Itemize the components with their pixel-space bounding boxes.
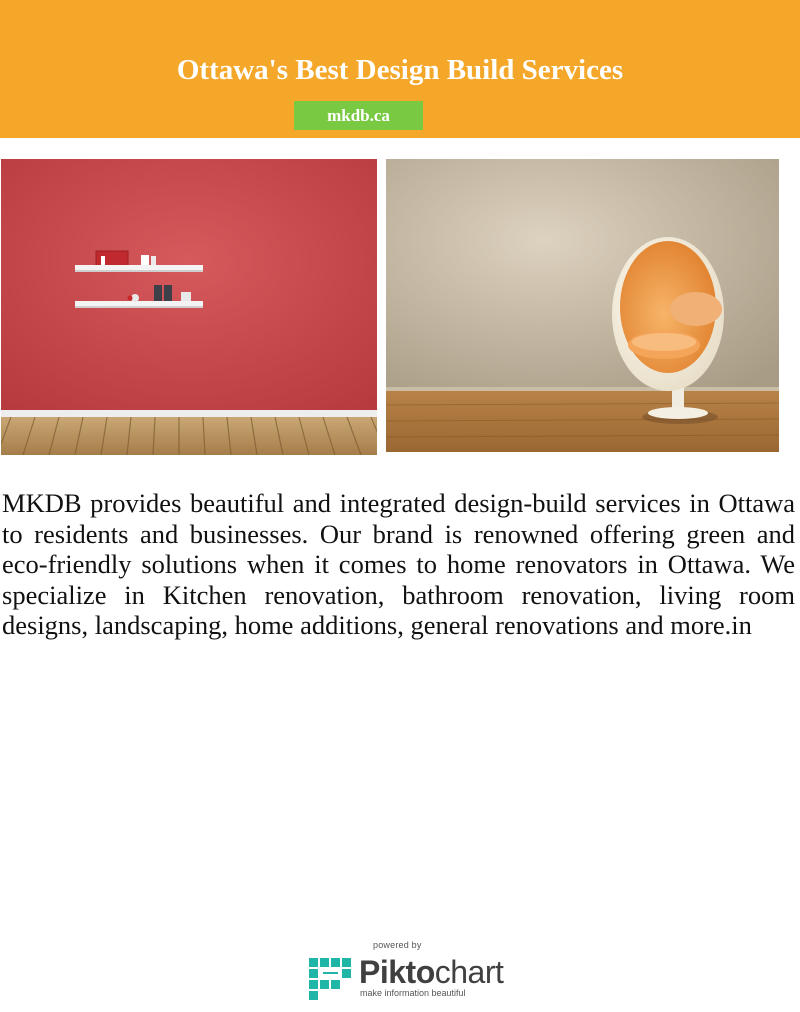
header-banner [0,0,800,138]
egg-chair-photo [386,159,779,452]
piktochart-logo-icon [309,958,353,1002]
red-wall-shelves-photo [1,159,377,455]
tagline: make information beautiful [360,988,466,998]
page-title: Ottawa's Best Design Build Services [176,54,624,86]
wordmark-pikto: Pikto [359,954,435,990]
piktochart-wordmark [359,952,503,992]
description-paragraph: MKDB provides beautiful and integrated design-build services in Ottawa to residents and businesses. Our brand is renowned offering green and eco-friendly solutions when it comes to home renovators in Ottawa. We specialize in Kitchen renovation, bathroom renovation, living room designs, landscaping, home additions, general renovations and more.in [2,488,795,640]
powered-by-label: powered by [373,940,422,950]
wordmark-chart: chart [434,954,504,990]
website-link-button[interactable]: mkdb.ca [294,101,423,130]
piktochart-badge[interactable] [307,938,504,1004]
